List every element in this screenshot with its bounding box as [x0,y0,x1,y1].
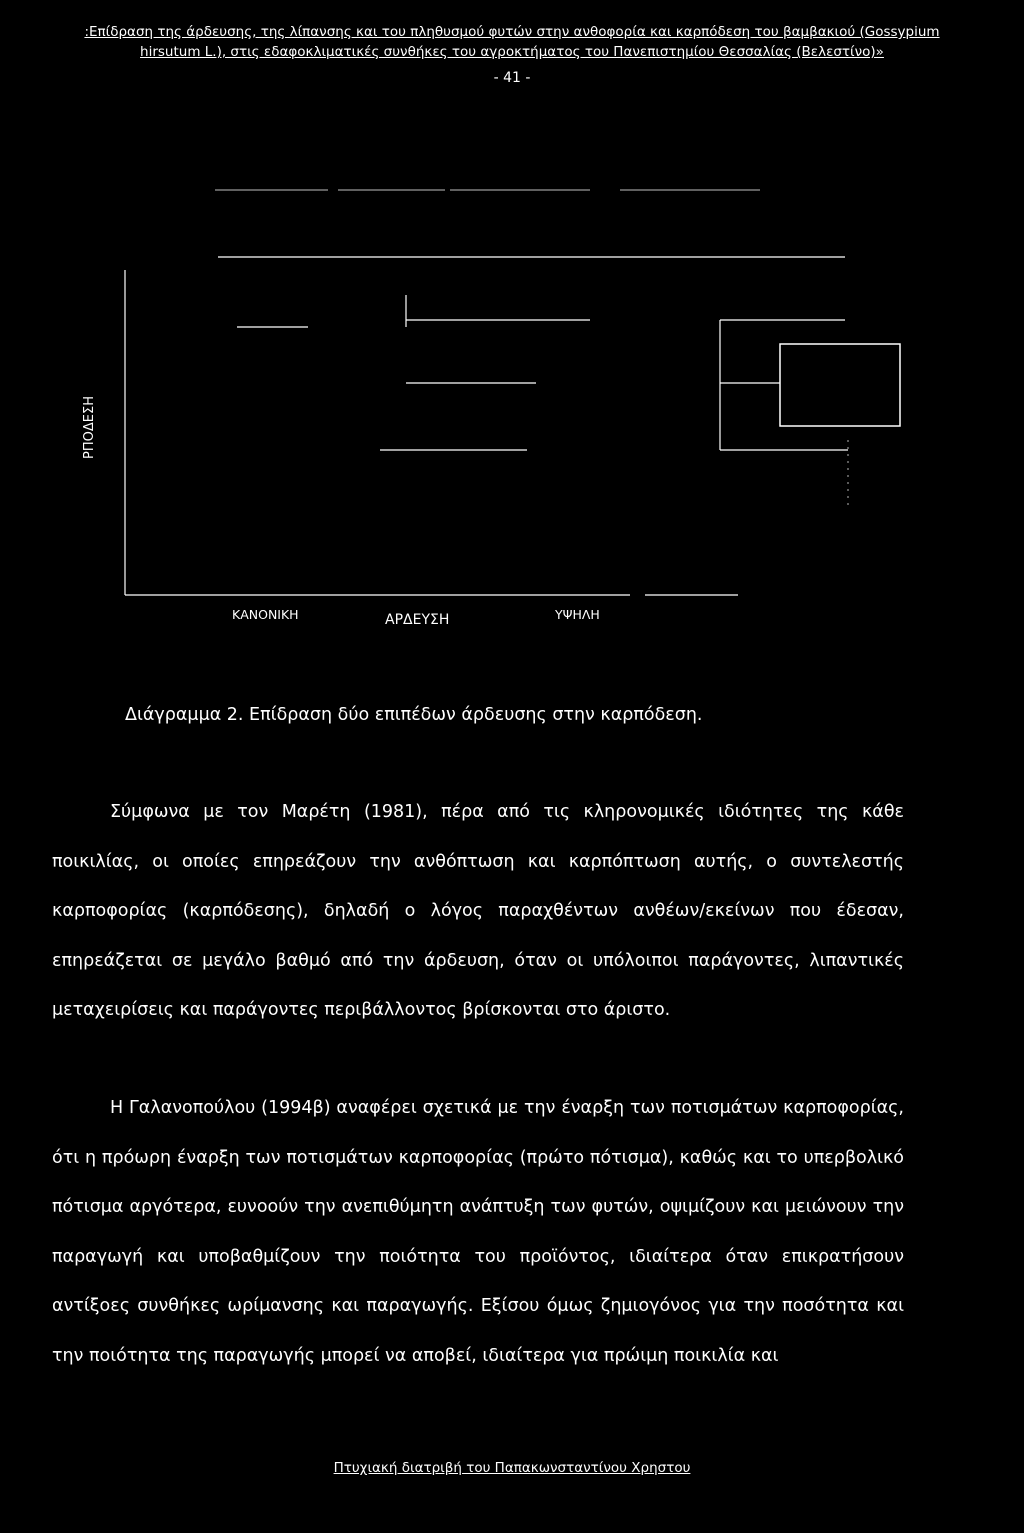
y-axis-label: ΡΠΟΔΕΣΗ [81,396,97,459]
page-number: - 41 - [493,70,531,86]
x-label-irrigation: ΑΡΔΕΥΣΗ [385,612,450,628]
paragraph-1: Σύμφωνα με τον Μαρέτη (1981), πέρα από τις κληρονομικές ιδιότητες της κάθε ποικιλίας, οι οποίες επηρεάζουν την ανθόπτωση και καρπόπτωση αυτής, ο συντελεστής καρποφορίας (καρπόδεσης), δηλαδή ο λόγος παραχθέντων ανθέων/εκείνων που έδεσαν, επηρεάζεται σε μεγάλο βαθμό από την άρδευση, όταν οι υπόλοιποι παράγοντες, λιπαντικές μεταχειρίσεις και παράγοντες περιβάλλοντος βρίσκονται στο άριστο. [52,802,904,1020]
header-line-2: hirsutum L.), στις εδαφοκλιματικές συνθήκες του αγροκτήματος του Πανεπιστημίου Θεσσαλίας (Βελεστίνο)» [140,44,884,60]
page-footer: Πτυχιακή διατριβή του Παπακωνσταντίνου Χρηστου [333,1460,691,1476]
bar-3-box [780,344,900,426]
x-label-high: ΥΨΗΛΗ [555,607,600,622]
x-label-normal: ΚΑΝΟΝΙΚΗ [232,607,299,622]
running-header [0,22,1024,88]
diagram-caption: Διάγραμμα 2. Επίδραση δύο επιπέδων άρδευσης στην καρπόδεση. [125,705,703,725]
irrigation-diagram [0,150,1024,610]
paragraph-2: Η Γαλανοπούλου (1994β) αναφέρει σχετικά με την έναρξη των ποτισμάτων καρποφορίας, ότι η πρόωρη έναρξη των ποτισμάτων καρποφορίας (πρώτο πότισμα), καθώς και το υπερβολικό πότισμα αργότερα, ευνοούν την ανεπιθύμητη ανάπτυξη των φυτών, οψιμίζουν και μειώνουν την παραγωγή και υποβαθμίζουν την ποιότητα του προϊόντος, ιδιαίτερα όταν επικρατήσουν αντίξοες συνθήκες ωρίμανσης και παραγωγής. Εξίσου όμως ζημιογόνος για την ποσότητα και την ποιότητα της παραγωγής μπορεί να αποβεί, ιδιαίτερα για πρώιμη ποικιλία και [52,1098,904,1366]
header-line-1: :Επίδραση της άρδευσης, της λίπανσης και του πληθυσμού φυτών στην ανθοφορία και καρπόδεση του βαμβακιού (Gossypium [84,24,940,40]
